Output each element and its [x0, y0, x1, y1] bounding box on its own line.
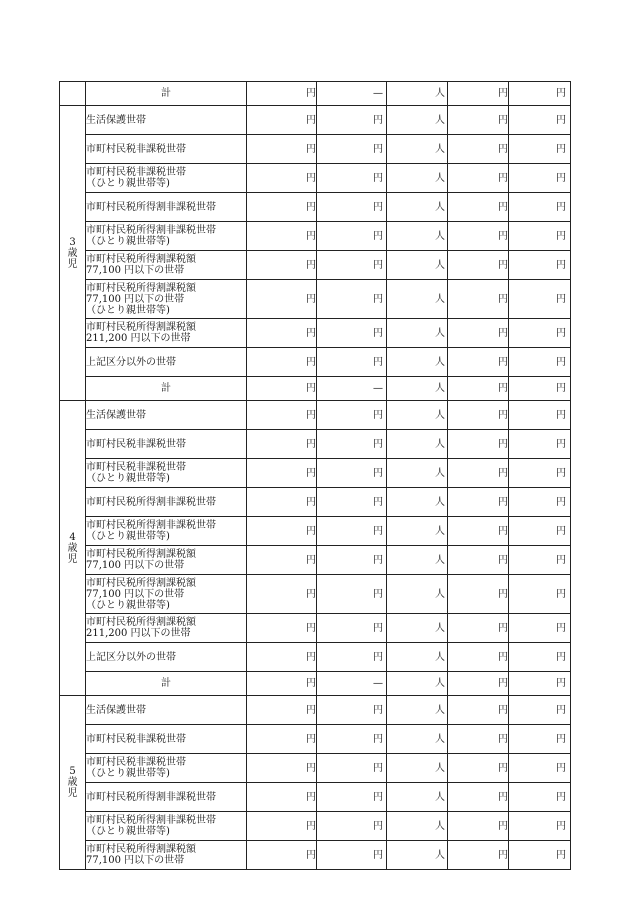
subtotal-cell: 円	[448, 430, 509, 459]
label-line: （ひとり親世帯等)	[86, 768, 170, 779]
household-category-label	[86, 546, 247, 575]
table-row	[60, 377, 571, 401]
unit-amount-cell: 円	[317, 319, 387, 348]
total-cell: 円	[509, 783, 571, 812]
unit-amount-cell: 円	[317, 812, 387, 841]
amount-cell: 円	[247, 251, 317, 280]
table-row	[60, 164, 571, 193]
age-group-label	[60, 696, 86, 870]
table-row	[60, 430, 571, 459]
count-cell: 人	[387, 348, 448, 377]
table-row	[60, 488, 571, 517]
age-group-char: 5	[69, 766, 76, 777]
label-line: 生活保護世帯	[86, 409, 146, 421]
household-category-label	[86, 841, 247, 870]
label-line: 市町村民税所得割非課税世帯	[86, 225, 216, 236]
total-cell: 円	[509, 222, 571, 251]
table-row	[60, 251, 571, 280]
label-line: 211,200 円以下の世帯	[86, 333, 191, 344]
amount-cell: 円	[247, 401, 317, 430]
total-cell: 円	[509, 546, 571, 575]
household-category-label	[86, 754, 247, 783]
unit-amount-cell: 円	[317, 696, 387, 725]
amount-cell: 円	[247, 82, 317, 106]
table-row	[60, 614, 571, 643]
subtotal-cell: 円	[448, 164, 509, 193]
label-line: 市町村民税所得割課税額	[86, 282, 196, 294]
label-line: （ひとり親世帯等)	[86, 531, 170, 542]
count-cell: 人	[387, 841, 448, 870]
label-line: 上記区分以外の世帯	[86, 651, 176, 663]
table-row	[60, 696, 571, 725]
label-line: 211,200 円以下の世帯	[86, 628, 191, 639]
label-line: 市町村民税非課税世帯	[86, 757, 186, 768]
count-cell: 人	[387, 430, 448, 459]
subtotal-cell: 円	[448, 251, 509, 280]
table-row	[60, 812, 571, 841]
count-cell: 人	[387, 488, 448, 517]
unit-amount-cell: 円	[317, 546, 387, 575]
label-line: （ひとり親世帯等)	[86, 236, 170, 247]
amount-cell: 円	[247, 783, 317, 812]
label-line: 生活保護世帯	[86, 114, 146, 126]
subtotal-cell: 円	[448, 841, 509, 870]
label-line: 市町村民税所得割課税額	[86, 577, 196, 589]
age-group-char: 歳	[67, 777, 78, 788]
unit-amount-cell: 円	[317, 614, 387, 643]
total-cell: 円	[509, 643, 571, 672]
fee-table	[59, 81, 571, 870]
table-body	[60, 82, 571, 870]
amount-cell: 円	[247, 135, 317, 164]
label-line: 市町村民税非課税世帯	[86, 438, 186, 450]
table-row	[60, 459, 571, 488]
total-cell: 円	[509, 488, 571, 517]
label-line: （ひとり親世帯等)	[86, 178, 170, 189]
amount-cell: 円	[247, 348, 317, 377]
subtotal-cell: 円	[448, 575, 509, 614]
count-cell: 人	[387, 251, 448, 280]
amount-cell: 円	[247, 575, 317, 614]
label-line: 市町村民税非課税世帯	[86, 143, 186, 155]
total-cell: 円	[509, 164, 571, 193]
count-cell: 人	[387, 280, 448, 319]
household-category-label	[86, 164, 247, 193]
subtotal-cell: 円	[448, 319, 509, 348]
household-category-label	[86, 783, 247, 812]
subtotal-cell: 円	[448, 783, 509, 812]
table-row	[60, 348, 571, 377]
household-category-label	[86, 614, 247, 643]
total-cell: 円	[509, 106, 571, 135]
amount-cell: 円	[247, 696, 317, 725]
label-line: 市町村民税非課税世帯	[86, 733, 186, 745]
subtotal-cell: 円	[448, 348, 509, 377]
label-line: 市町村民税所得割非課税世帯	[86, 791, 216, 803]
total-cell: 円	[509, 725, 571, 754]
total-cell: 円	[509, 377, 571, 401]
household-category-label	[86, 135, 247, 164]
household-category-label	[86, 430, 247, 459]
subtotal-cell: 円	[448, 280, 509, 319]
subtotal-cell: 円	[448, 401, 509, 430]
amount-cell: 円	[247, 459, 317, 488]
unit-amount-cell: —	[317, 672, 387, 696]
unit-amount-cell: 円	[317, 348, 387, 377]
count-cell: 人	[387, 783, 448, 812]
amount-cell: 円	[247, 812, 317, 841]
household-category-label	[86, 106, 247, 135]
label-line: 計	[161, 383, 171, 394]
subtotal-cell: 円	[448, 377, 509, 401]
label-line: 市町村民税所得割非課税世帯	[86, 496, 216, 508]
amount-cell: 円	[247, 280, 317, 319]
label-line: 77,100 円以下の世帯	[86, 588, 185, 600]
total-cell: 円	[509, 348, 571, 377]
count-cell: 人	[387, 377, 448, 401]
label-line: （ひとり親世帯等)	[86, 473, 170, 484]
unit-amount-cell: 円	[317, 783, 387, 812]
age-group-char: 歳	[67, 542, 78, 554]
household-category-label	[86, 280, 247, 319]
label-line: 計	[161, 88, 171, 99]
table-row	[60, 672, 571, 696]
unit-amount-cell: 円	[317, 193, 387, 222]
household-category-label	[86, 401, 247, 430]
total-cell: 円	[509, 696, 571, 725]
count-cell: 人	[387, 82, 448, 106]
household-category-label	[86, 725, 247, 754]
total-cell: 円	[509, 193, 571, 222]
label-line: 77,100 円以下の世帯	[86, 560, 185, 571]
label-line: （ひとり親世帯等)	[86, 826, 170, 837]
unit-amount-cell: 円	[317, 222, 387, 251]
unit-amount-cell: 円	[317, 280, 387, 319]
unit-amount-cell: 円	[317, 135, 387, 164]
table-row	[60, 401, 571, 430]
label-line: 計	[161, 678, 171, 689]
amount-cell: 円	[247, 841, 317, 870]
subtotal-cell: 円	[448, 135, 509, 164]
unit-amount-cell: 円	[317, 517, 387, 546]
label-line: 市町村民税所得割課税額	[86, 844, 196, 855]
household-category-label	[86, 812, 247, 841]
label-line: 77,100 円以下の世帯	[86, 855, 185, 866]
label-line: 77,100 円以下の世帯	[86, 293, 185, 305]
total-cell: 円	[509, 280, 571, 319]
table-row	[60, 783, 571, 812]
count-cell: 人	[387, 672, 448, 696]
total-cell: 円	[509, 319, 571, 348]
table-row	[60, 546, 571, 575]
unit-amount-cell: 円	[317, 488, 387, 517]
count-cell: 人	[387, 222, 448, 251]
total-cell: 円	[509, 401, 571, 430]
subtotal-cell: 円	[448, 696, 509, 725]
age-group-label	[60, 106, 86, 401]
unit-amount-cell: 円	[317, 430, 387, 459]
household-category-label	[86, 222, 247, 251]
household-category-label	[86, 517, 247, 546]
count-cell: 人	[387, 643, 448, 672]
amount-cell: 円	[247, 222, 317, 251]
count-cell: 人	[387, 106, 448, 135]
label-line: 市町村民税所得割課税額	[86, 549, 196, 560]
label-line: 市町村民税所得割課税額	[86, 617, 196, 628]
label-line: （ひとり親世帯等)	[86, 304, 170, 316]
amount-cell: 円	[247, 672, 317, 696]
subtotal-cell: 円	[448, 222, 509, 251]
age-group-label	[60, 82, 86, 106]
table-row	[60, 222, 571, 251]
label-line: 市町村民税所得割非課税世帯	[86, 520, 216, 531]
subtotal-cell: 円	[448, 82, 509, 106]
unit-amount-cell: 円	[317, 725, 387, 754]
household-category-label	[86, 319, 247, 348]
label-line: 生活保護世帯	[86, 704, 146, 716]
count-cell: 人	[387, 725, 448, 754]
total-cell: 円	[509, 614, 571, 643]
total-row-label	[86, 672, 247, 696]
amount-cell: 円	[247, 488, 317, 517]
amount-cell: 円	[247, 546, 317, 575]
age-group-char: 歳	[67, 247, 78, 259]
total-row-label	[86, 377, 247, 401]
subtotal-cell: 円	[448, 106, 509, 135]
table-row	[60, 643, 571, 672]
subtotal-cell: 円	[448, 672, 509, 696]
total-cell: 円	[509, 754, 571, 783]
subtotal-cell: 円	[448, 193, 509, 222]
subtotal-cell: 円	[448, 517, 509, 546]
label-line: 市町村民税非課税世帯	[86, 167, 186, 178]
household-category-label	[86, 348, 247, 377]
label-line: 市町村民税非課税世帯	[86, 462, 186, 473]
table-row	[60, 575, 571, 614]
subtotal-cell: 円	[448, 459, 509, 488]
age-group-char: 4	[69, 531, 76, 543]
table-row	[60, 106, 571, 135]
unit-amount-cell: 円	[317, 841, 387, 870]
table-row	[60, 135, 571, 164]
total-cell: 円	[509, 812, 571, 841]
label-line: （ひとり親世帯等)	[86, 599, 170, 611]
unit-amount-cell: 円	[317, 643, 387, 672]
amount-cell: 円	[247, 106, 317, 135]
amount-cell: 円	[247, 754, 317, 783]
unit-amount-cell: 円	[317, 106, 387, 135]
age-group-char: 児	[67, 553, 78, 565]
subtotal-cell: 円	[448, 643, 509, 672]
total-cell: 円	[509, 82, 571, 106]
count-cell: 人	[387, 517, 448, 546]
subtotal-cell: 円	[448, 614, 509, 643]
household-category-label	[86, 193, 247, 222]
count-cell: 人	[387, 193, 448, 222]
amount-cell: 円	[247, 725, 317, 754]
table-row	[60, 517, 571, 546]
table-row	[60, 82, 571, 106]
count-cell: 人	[387, 812, 448, 841]
count-cell: 人	[387, 135, 448, 164]
total-row-label	[86, 82, 247, 106]
count-cell: 人	[387, 546, 448, 575]
subtotal-cell: 円	[448, 725, 509, 754]
label-line: 市町村民税所得割非課税世帯	[86, 201, 216, 213]
label-line: 市町村民税所得割非課税世帯	[86, 815, 216, 826]
household-category-label	[86, 459, 247, 488]
subtotal-cell: 円	[448, 754, 509, 783]
subtotal-cell: 円	[448, 488, 509, 517]
count-cell: 人	[387, 319, 448, 348]
unit-amount-cell: 円	[317, 459, 387, 488]
table-row	[60, 280, 571, 319]
subtotal-cell: 円	[448, 546, 509, 575]
amount-cell: 円	[247, 614, 317, 643]
table-row	[60, 193, 571, 222]
household-category-label	[86, 488, 247, 517]
total-cell: 円	[509, 251, 571, 280]
count-cell: 人	[387, 459, 448, 488]
count-cell: 人	[387, 696, 448, 725]
age-group-char: 児	[67, 788, 78, 799]
amount-cell: 円	[247, 193, 317, 222]
household-category-label	[86, 696, 247, 725]
table-row	[60, 319, 571, 348]
table-row	[60, 754, 571, 783]
unit-amount-cell: 円	[317, 754, 387, 783]
amount-cell: 円	[247, 517, 317, 546]
amount-cell: 円	[247, 643, 317, 672]
count-cell: 人	[387, 754, 448, 783]
age-group-char: 3	[69, 236, 76, 248]
amount-cell: 円	[247, 319, 317, 348]
amount-cell: 円	[247, 377, 317, 401]
total-cell: 円	[509, 517, 571, 546]
count-cell: 人	[387, 575, 448, 614]
label-line: 市町村民税所得割課税額	[86, 254, 196, 265]
amount-cell: 円	[247, 164, 317, 193]
age-group-label	[60, 401, 86, 696]
age-group-char: 児	[67, 258, 78, 270]
total-cell: 円	[509, 575, 571, 614]
subtotal-cell: 円	[448, 812, 509, 841]
household-category-label	[86, 643, 247, 672]
unit-amount-cell: —	[317, 82, 387, 106]
amount-cell: 円	[247, 430, 317, 459]
table-row	[60, 841, 571, 870]
total-cell: 円	[509, 135, 571, 164]
total-cell: 円	[509, 672, 571, 696]
unit-amount-cell: 円	[317, 164, 387, 193]
household-category-label	[86, 575, 247, 614]
count-cell: 人	[387, 614, 448, 643]
label-line: 上記区分以外の世帯	[86, 356, 176, 368]
household-category-label	[86, 251, 247, 280]
total-cell: 円	[509, 459, 571, 488]
unit-amount-cell: 円	[317, 575, 387, 614]
table-row	[60, 725, 571, 754]
total-cell: 円	[509, 430, 571, 459]
unit-amount-cell: 円	[317, 401, 387, 430]
total-cell: 円	[509, 841, 571, 870]
unit-amount-cell: 円	[317, 251, 387, 280]
label-line: 市町村民税所得割課税額	[86, 322, 196, 333]
unit-amount-cell: —	[317, 377, 387, 401]
label-line: 77,100 円以下の世帯	[86, 265, 185, 276]
count-cell: 人	[387, 401, 448, 430]
count-cell: 人	[387, 164, 448, 193]
